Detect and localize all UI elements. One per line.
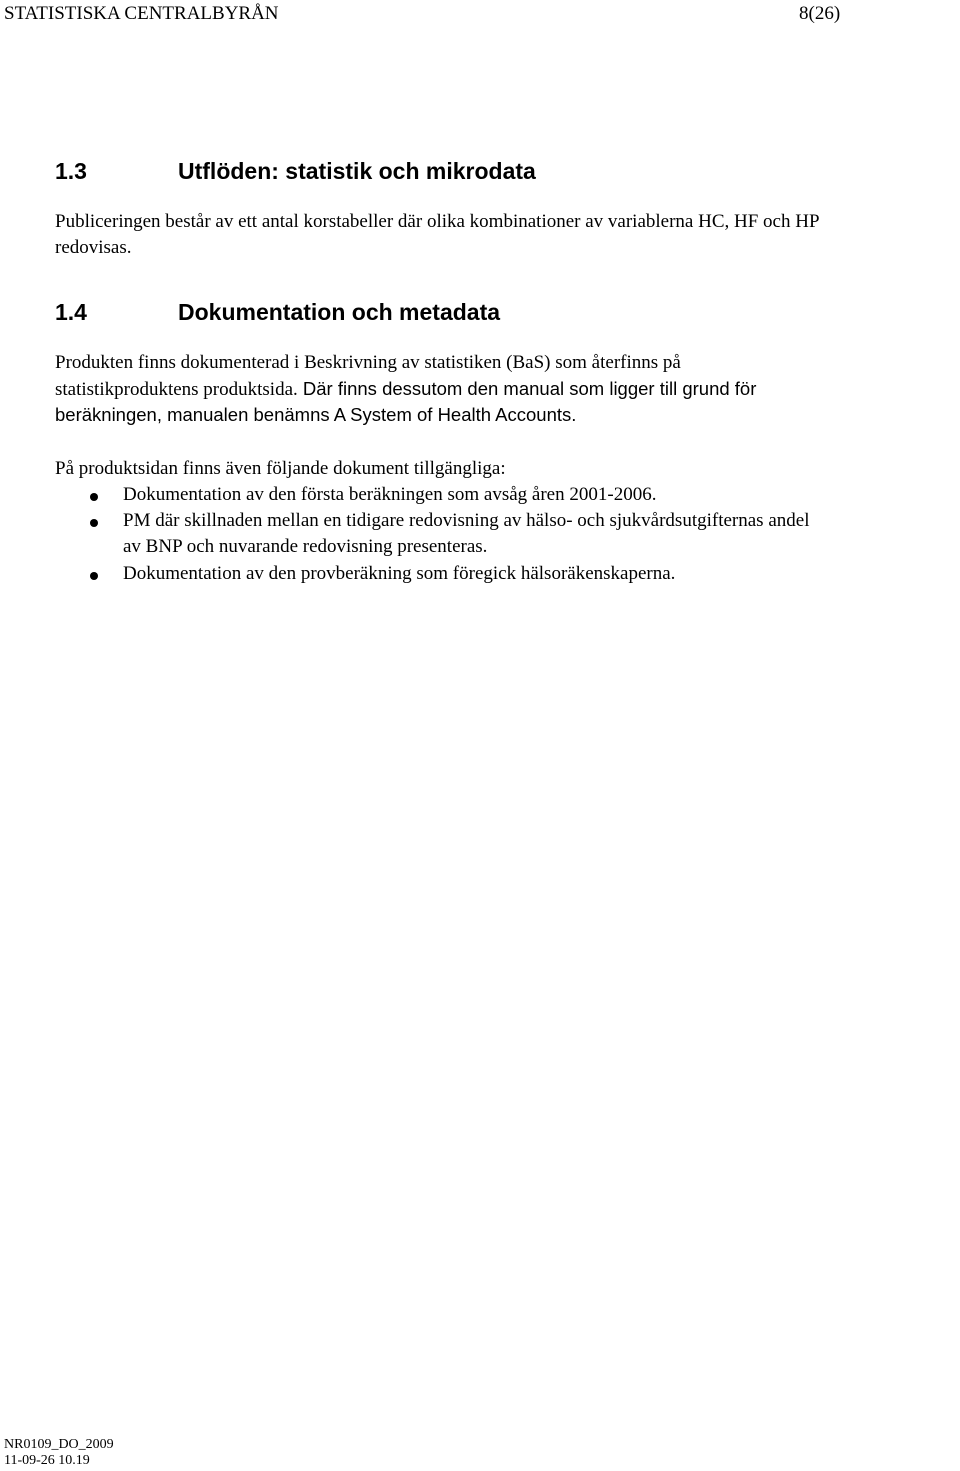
list-item-text: PM där skillnaden mellan en tidigare redovisning av hälso- och sjukvårdsutgifternas andel [123,510,810,531]
section-title: Dokumentation och metadata [178,299,501,325]
paragraph-text: statistikproduktens produktsida. [55,379,298,400]
paragraph-line: redovisas. [55,237,132,258]
footer-doc-id: NR0109_DO_2009 [4,1437,114,1452]
section-number: 1.4 [55,299,87,325]
paragraph-line: På produktsidan finns även följande dokument tillgängliga: [55,458,506,479]
footer-date: 11-09-26 10.19 [4,1453,90,1468]
list-item-text: av BNP och nuvarande redovisning presenteras. [123,536,488,557]
paragraph-line: Produkten finns dokumenterad i Beskrivning av statistiken (BaS) som återfinns på [55,352,681,373]
list-item-text: Dokumentation av den provberäkning som föregick hälsoräkenskaperna. [123,563,676,584]
bullet-icon [90,519,98,527]
header-page-number: 8(26) [799,3,841,24]
list-item-text: Dokumentation av den första beräkningen som avsåg åren 2001-2006. [123,484,657,505]
section-number: 1.3 [55,158,87,184]
paragraph-line: Publiceringen består av ett antal korstabeller där olika kombinationer av variablerna HC, HF och HP [55,211,820,232]
bullet-icon [90,572,98,580]
header-organization: STATISTISKA CENTRALBYRÅN [4,3,279,24]
paragraph-text: Där finns dessutom den manual som ligger till grund för [297,378,757,399]
bullet-icon [90,493,98,501]
paragraph-line: beräkningen, manualen benämns A System of Health Accounts. [55,404,577,425]
section-title: Utflöden: statistik och mikrodata [178,158,536,184]
paragraph-line [55,376,756,403]
